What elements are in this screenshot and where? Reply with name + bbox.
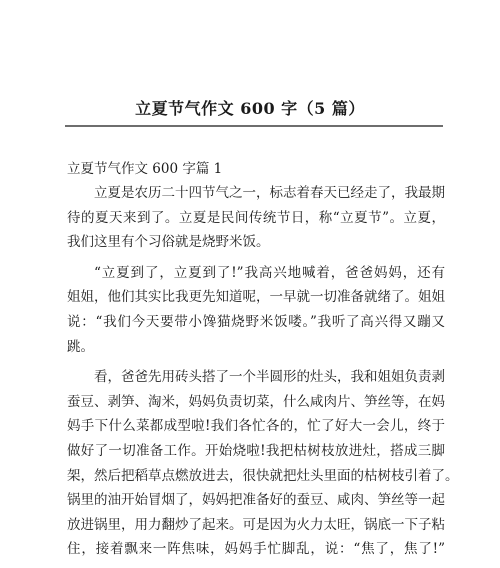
text-line: 说：“我们今天要带小馋猫烧野米饭喽。”我听了高兴得又蹦又 xyxy=(67,313,445,330)
text-line: 姐姐，他们其实比我更先知道呢，一早就一切准备就绪了。姐姐 xyxy=(67,289,445,306)
text-line: 做好了一切准备工作。开始烧啦!我把枯树枝放进灶，搭成三脚 xyxy=(67,442,445,459)
text-line: 妈手下什么菜都成型啦!我们各忙各的，忙了好大一会儿，终于 xyxy=(67,418,445,435)
text-line: 我们这里有个习俗就是烧野米饭。 xyxy=(67,234,270,251)
text-line: “立夏到了，立夏到了!”我高兴地喊着，爸爸妈妈，还有 xyxy=(94,264,445,281)
text-line: 待的夏天来到了。立夏是民间传统节日，称“立夏节”。立夏， xyxy=(67,209,445,226)
text-line: 跳。 xyxy=(67,338,94,355)
section-heading: 立夏节气作文 600 字篇 1 xyxy=(67,161,223,177)
text-line: 锅里的油开始冒烟了，妈妈把准备好的蚕豆、咸肉、笋丝等一起 xyxy=(67,492,445,509)
paragraph-3 xyxy=(67,365,459,562)
essay-body xyxy=(67,181,459,568)
title-divider xyxy=(65,125,443,127)
text-line: 住，接着飘来一阵焦味，妈妈手忙脚乱，说：“焦了，焦了!” xyxy=(67,541,445,558)
text-line: 蚕豆、剥笋、淘米，妈妈负责切菜，什么咸肉片、笋丝等，在妈 xyxy=(67,393,445,410)
document-title: 立夏节气作文 600 字（5 篇） xyxy=(135,99,365,118)
text-line: 立夏是农历二十四节气之一，标志着春天已经走了，我最期 xyxy=(94,185,445,201)
text-line: 放进锅里，用力翻炒了起来。可是因为火力太旺，锅底一下子粘 xyxy=(67,516,445,533)
paragraph-2 xyxy=(67,261,445,359)
paragraph-1 xyxy=(67,181,445,255)
text-line: 看，爸爸先用砖头搭了一个半圆形的灶头，我和姐姐负责剥 xyxy=(94,369,445,386)
text-line: 架，然后把稻草点燃放进去，很快就把灶头里面的枯树枝引着了。 xyxy=(67,467,459,484)
